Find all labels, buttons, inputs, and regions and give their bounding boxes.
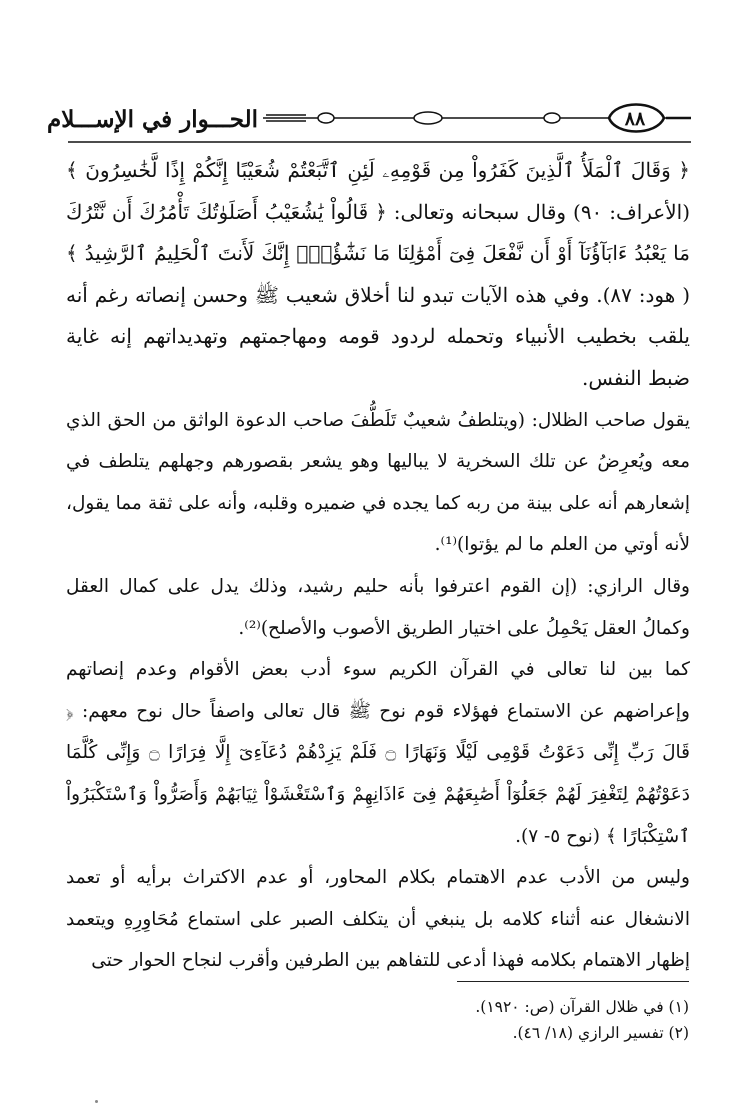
running-title: الحـــوار في الإســـلام — [47, 106, 258, 133]
paragraph-2: يقول صاحب الظلال: (ويتلطفُ شعيبٌ تَلَطُّفَ صاحب الدعوة الواثق من الحق الذي معه ويُعرِضُ عن تلك السخرية لا يباليها وهو يشعر بقصورهم وجهلهم يتلطف في إشعارهم أنه على بينة من ربه كما يجده في ضميره وقلبه، وأنه على ثقة مما يقول، لأنه أوتي من العلم ما لم يؤتوا)⁽¹⁾. — [66, 409, 690, 556]
page-number: ٨٨ — [624, 108, 646, 130]
paragraph-1: ﴿ وَقَالَ ٱلْمَلَأُ ٱلَّذِينَ كَفَرُواْ مِن قَوْمِهِۦ لَئِنِ ٱتَّبَعْتُمْ شُعَيْبًا إِنَّكُمْ إِذًا لَّخَٰسِرُونَ ﴾ (الأعراف: ٩٠) وقال سبحانه وتعالى: ﴿ قَالُواْ يَٰشُعَيْبُ أَصَلَوٰتُكَ تَأْمُرُكَ أَن نَّتْرُكَ مَا يَعْبُدُ ءَابَآؤُنَآ أَوْ أَن نَّفْعَلَ فِىٓ أَمْوَٰلِنَا مَا نَشَٰٓؤُاْۖ إِنَّكَ لَأَنتَ ٱلْحَلِيمُ ٱلرَّشِيدُ ﴾ ( هود: ٨٧). وفي هذه الآيات تبدو لنا أخلاق شعيب ﷺ وحسن إنصاته رغم أنه يلقب بخطيب الأنبياء وتحمله لردود قومه ومهاجمتهم وتهديداتهم إنه غاية ضبط النفس. — [66, 158, 690, 390]
footnotes — [65, 994, 689, 1046]
footnote-1: (١) في ظلال القرآن (ص: ١٩٢٠). — [475, 998, 689, 1016]
scan-speck — [95, 1100, 98, 1103]
paragraph-4: كما بين لنا تعالى في القرآن الكريم سوء أدب بعض الأقوام وعدم إنصاتهم وإعراضهم عن الاستماع فهؤلاء قوم نوح ﷺ قال تعالى واصفاً حال نوح معهم: ﴿ قَالَ رَبِّ إِنِّى دَعَوْتُ قَوْمِى لَيْلًا وَنَهَارًا ۝ فَلَمْ يَزِدْهُمْ دُعَآءِىٓ إِلَّا فِرَارًا ۝ وَإِنِّى كُلَّمَا دَعَوْتُهُمْ لِتَغْفِرَ لَهُمْ جَعَلُوٓاْ أَصَٰبِعَهُمْ فِىٓ ءَاذَانِهِمْ وَٱسْتَغْشَوْاْ ثِيَابَهُمْ وَأَصَرُّواْ وَٱسْتَكْبَرُواْ ٱسْتِكْبَارًا ﴾ (نوح ٥- ٧). — [66, 659, 691, 847]
body-text — [66, 150, 690, 982]
paragraph-5: وليس من الأدب عدم الاهتمام بكلام المحاور، أو عدم الاكتراث برأيه أو تعمد الانشغال عنه أثناء كلامه بل ينبغي أن يتكلف الصبر على استماع مُحَاوِرِهِ ويتعمد إظهار الاهتمام بكلامه فهذا أدعى للتفاهم بين الطرفين وأقرب لنجاح الحوار حتى — [66, 867, 690, 972]
footnote-divider — [457, 981, 689, 982]
paragraph-3: وقال الرازي: (إن القوم اعترفوا بأنه حليم رشيد، وذلك يدل على كمال العقل وكمالُ العقل يَحْمِلُ على اختيار الطريق الأصوب والأصلح)⁽²⁾. — [66, 575, 690, 639]
footnote-2: (٢) تفسير الرازي (١٨/ ٤٦). — [512, 1024, 689, 1042]
